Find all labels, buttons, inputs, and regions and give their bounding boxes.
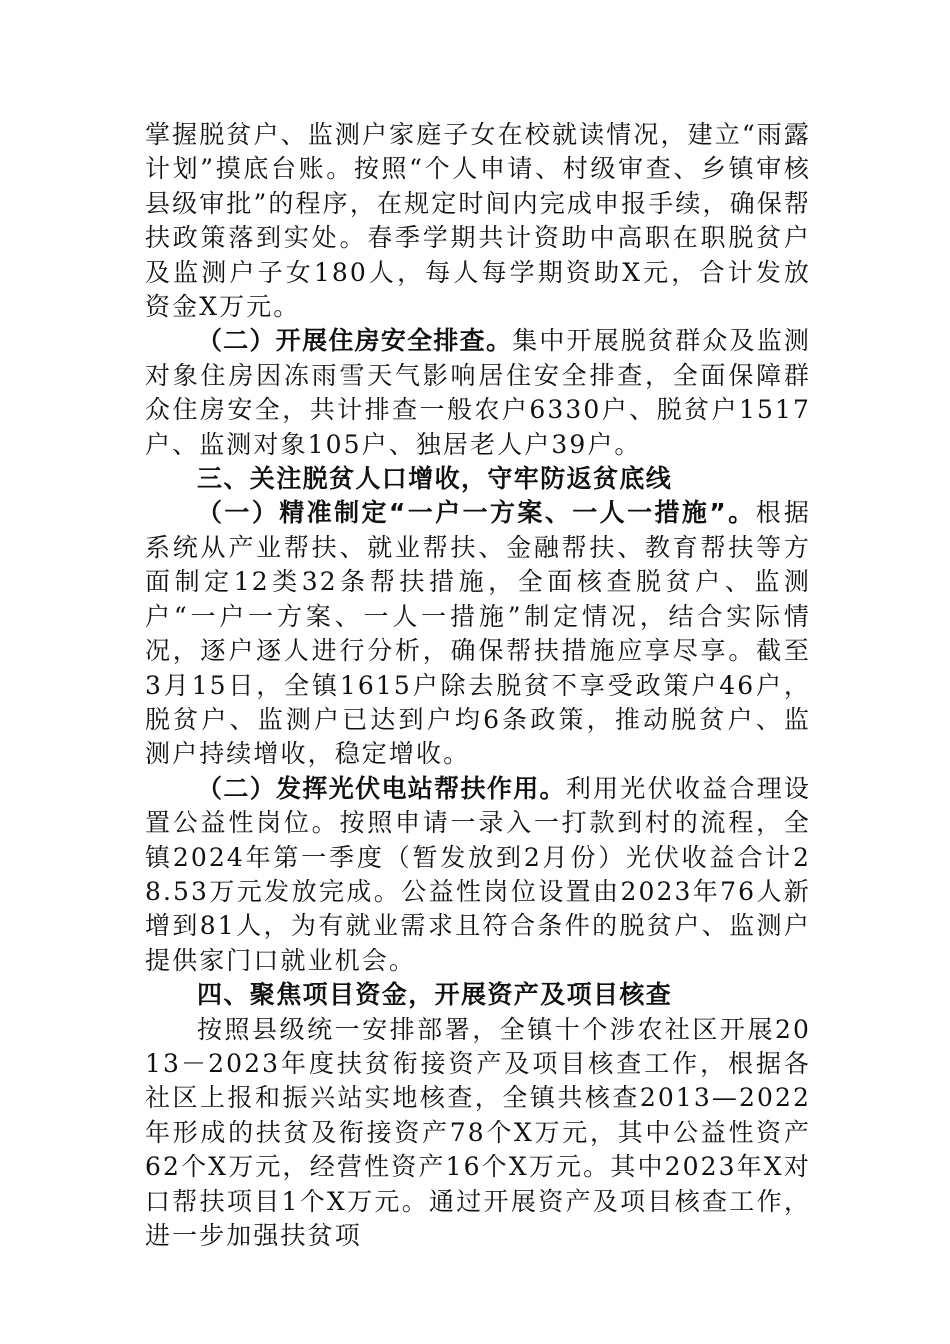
paragraph-rain-dew-plan: 掌握脱贫户、监测户家庭子女在校就读情况，建立“雨露计划”摸底台账。按照“个人申请、村级审查、乡镇审核县级审批”的程序，在规定时间内完成申报手续，确保帮扶政策落到实处。春季学期共计资助中高职在职脱贫户及监测户子女180人，每人每学期资助X元，合计发放资金X万元。: [145, 120, 811, 322]
subheading-housing-safety: （二）开展住房安全排查。: [197, 326, 513, 356]
document-body: [145, 118, 811, 1253]
paragraph-housing-safety: [145, 324, 811, 462]
section-heading-3: 三、关注脱贫人口增收，守牢防返贫底线: [197, 464, 673, 494]
paragraph-one-household-plan-text: 根据系统从产业帮扶、就业帮扶、金融帮扶、教育帮扶等方面制定12类32条帮扶措施，全面核查脱贫户、监测户“一户一方案、一人一措施”制定情况，结合实际情况，逐户逐人进行分析，确保帮扶措施应享尽享。截至3月15日，全镇1615户除去脱贫不享受政策户46户，脱贫户、监测户已达到户均6条政策，推动脱贫户、监测户持续增收，稳定增收。: [145, 498, 811, 769]
paragraph-asset-verification: 按照县级统一安排部署，全镇十个涉农社区开展2013－2023年度扶贫衔接资产及项目核查工作，根据各社区上报和振兴站实地核查，全镇共核查2013—2022年形成的扶贫及衔接资产78个X万元，其中公益性资产62个X万元，经营性资产16个X万元。其中2023年X对口帮扶项目1个X万元。通过开展资产及项目核查工作，进一步加强扶贫项: [145, 1014, 811, 1250]
paragraph-housing-safety-text: 集中开展脱贫群众及监测对象住房因冻雨雪天气影响居住安全排查，全面保障群众住房安全，共计排查一般农户6330户、脱贫户1517户、监测对象105户、独居老人户39户。: [145, 326, 811, 459]
subheading-solar-station: （二）发挥光伏电站帮扶作用。: [197, 773, 566, 803]
subheading-one-household-plan: （一）精准制定“一户一方案、一人一措施”。: [197, 498, 756, 528]
paragraph-solar-station-text: 利用光伏收益合理设置公益性岗位。按照申请一录入一打款到村的流程，全镇2024年第一季度（暂发放到2月份）光伏收益合计28.53万元发放完成。公益性岗位设置由2023年76人新增到81人，为有就业需求且符合条件的脱贫户、监测户提供家门口就业机会。: [145, 773, 811, 975]
paragraph-solar-station: [145, 772, 811, 978]
section-heading-4: 四、聚焦项目资金，开展资产及项目核查: [197, 980, 673, 1010]
paragraph-one-household-plan: [145, 496, 811, 771]
